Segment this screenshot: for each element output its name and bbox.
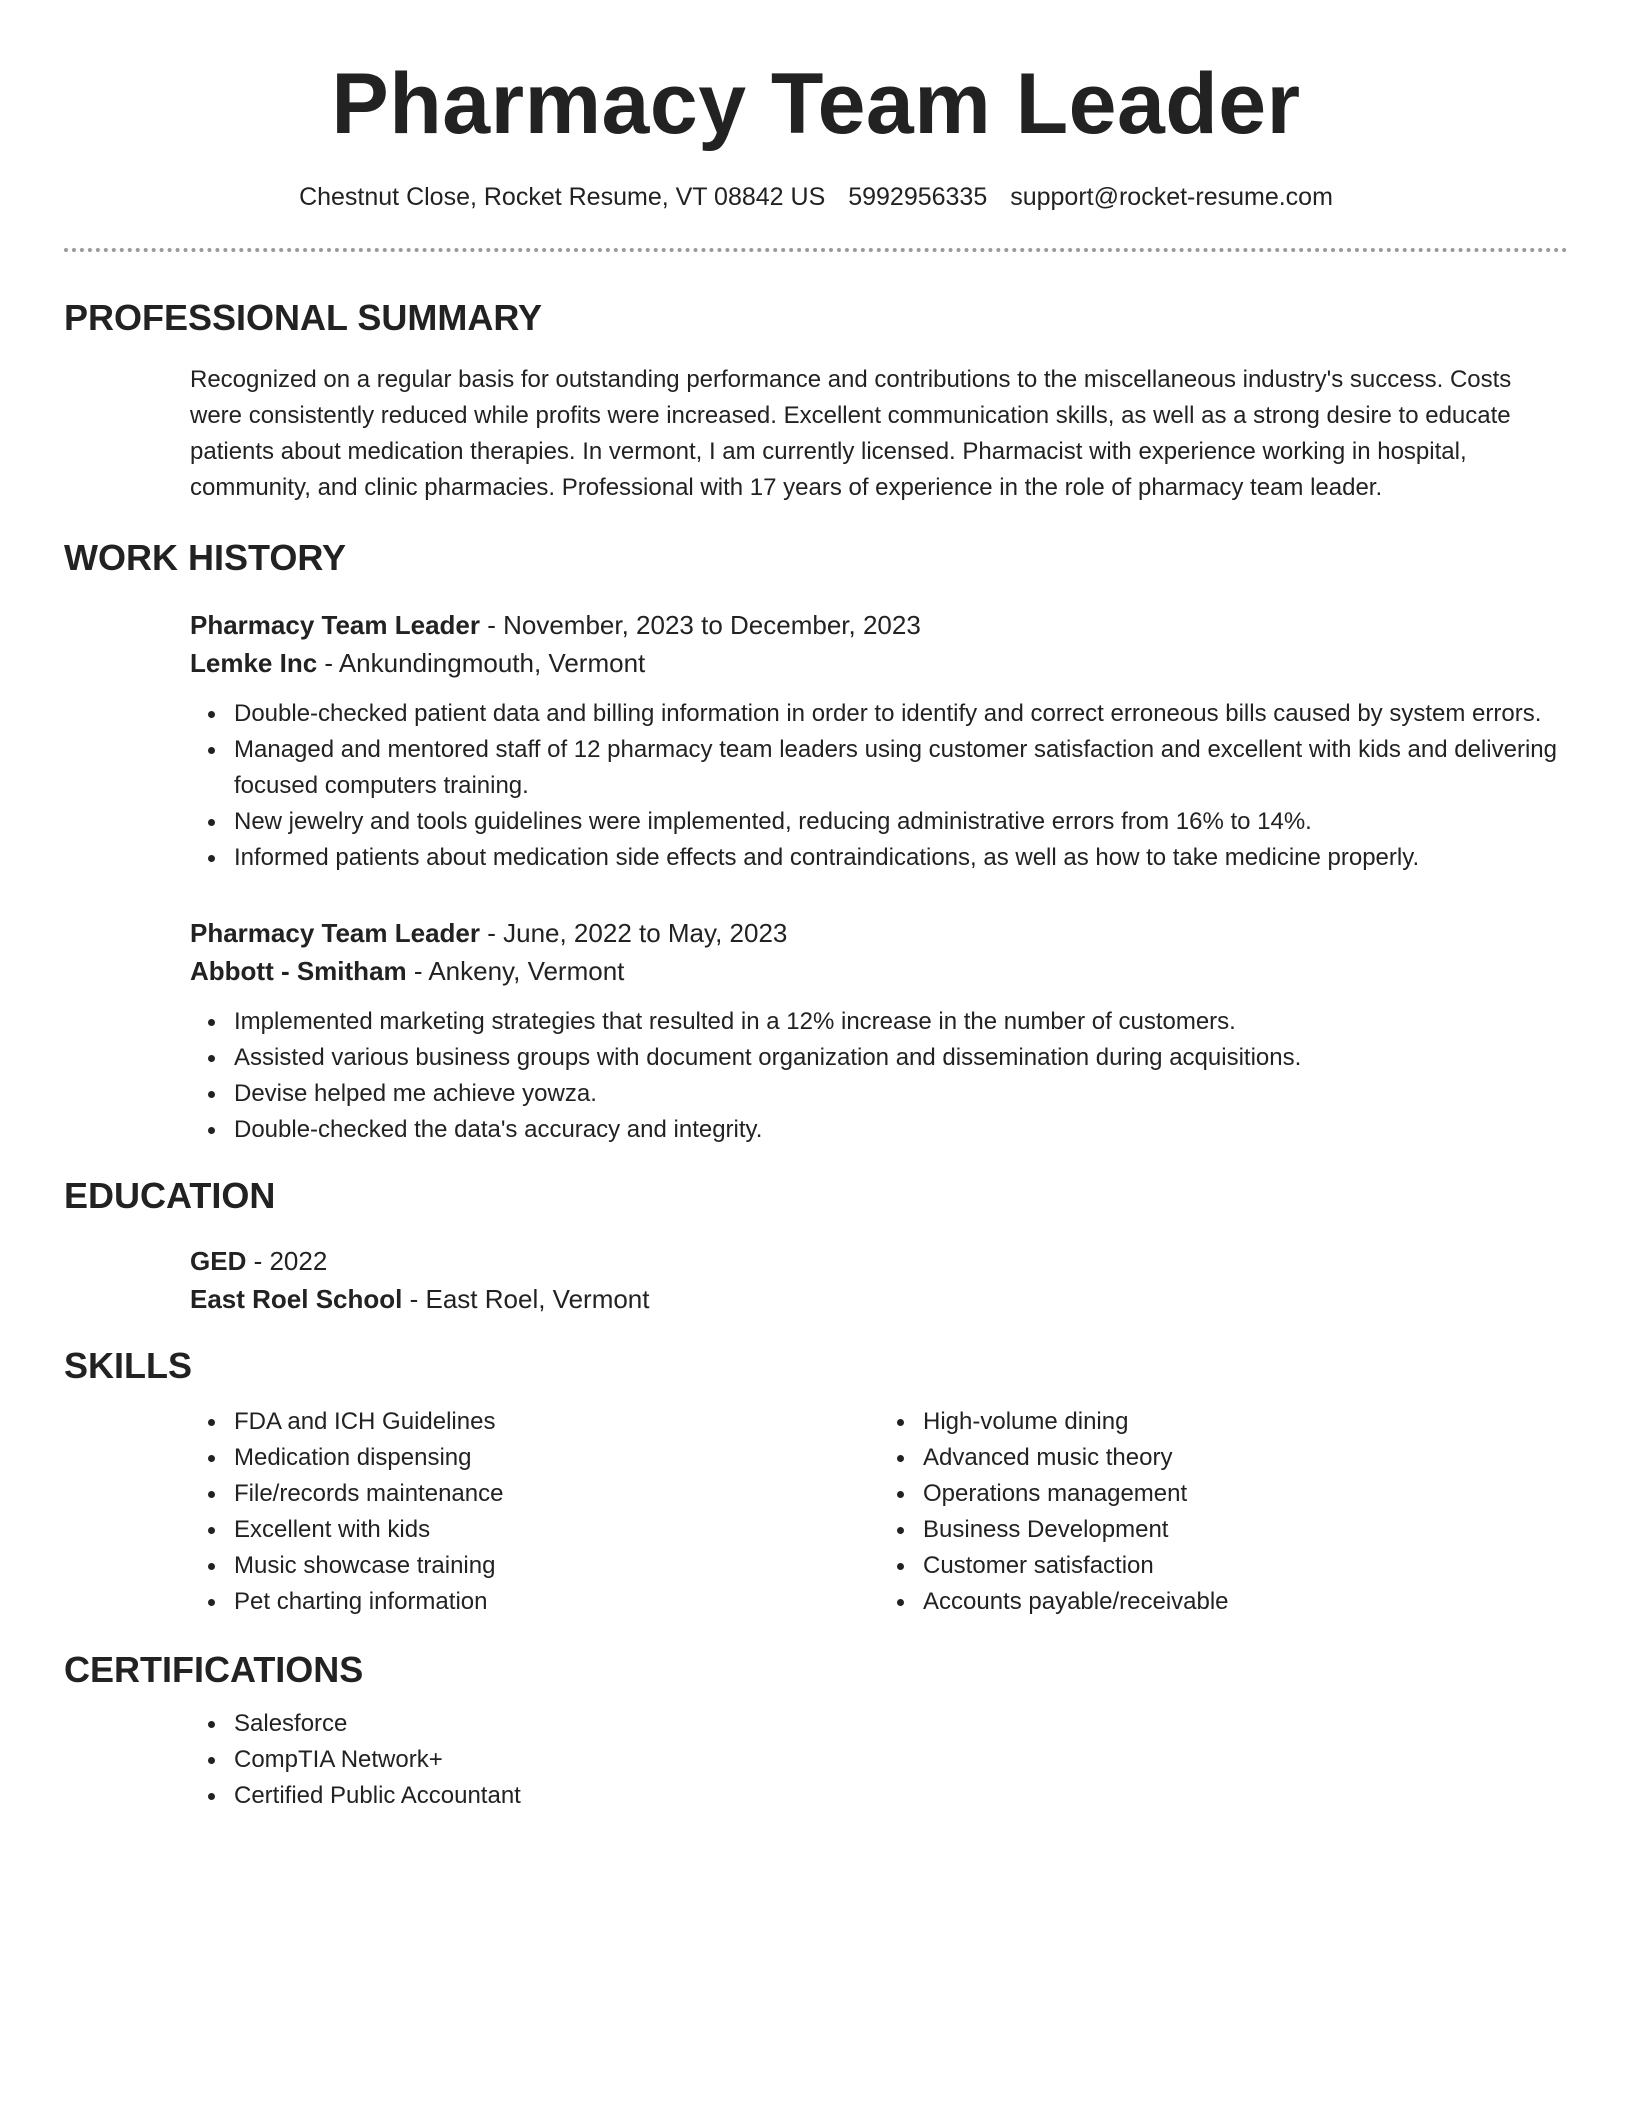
- list-item: Informed patients about medication side effects and contraindications, as well as how to take medicine properly.: [234, 840, 1568, 876]
- list-item: Assisted various business groups with document organization and dissemination during acquisitions.: [234, 1040, 1568, 1076]
- education-school: East Roel School: [190, 1284, 403, 1314]
- list-item: Implemented marketing strategies that resulted in a 12% increase in the number of customers.: [234, 1004, 1568, 1040]
- education-school-line: [190, 1280, 1568, 1318]
- job-role: Pharmacy Team Leader: [190, 610, 480, 640]
- education-heading: EDUCATION: [64, 1175, 276, 1216]
- list-item: Salesforce: [234, 1706, 1568, 1742]
- contact-address: Chestnut Close, Rocket Resume, VT 08842 US: [299, 183, 826, 211]
- job-title-line: [190, 606, 1568, 644]
- job-company-line: [190, 644, 1568, 682]
- job-dates: - June, 2022 to May, 2023: [480, 918, 788, 948]
- job-location: - Ankeny, Vermont: [406, 956, 625, 986]
- education-entry: [190, 1242, 1568, 1318]
- education-degree: GED: [190, 1246, 247, 1276]
- resume-name: Pharmacy Team Leader: [331, 56, 1301, 152]
- list-item: Double-checked patient data and billing information in order to identify and correct erroneous bills caused by system errors.: [234, 696, 1568, 732]
- list-item: File/records maintenance: [234, 1476, 879, 1512]
- certifications-body: [190, 1706, 1568, 1814]
- skills-heading: SKILLS: [64, 1345, 193, 1386]
- list-item: Devise helped me achieve yowza.: [234, 1076, 1568, 1112]
- list-item: Operations management: [923, 1476, 1568, 1512]
- list-item: Pet charting information: [234, 1584, 879, 1620]
- contact-phone: 5992956335: [848, 183, 988, 211]
- education-degree-line: [190, 1242, 1568, 1280]
- list-item: Certified Public Accountant: [234, 1778, 1568, 1814]
- job-location: - Ankundingmouth, Vermont: [317, 648, 646, 678]
- list-item: Customer satisfaction: [923, 1548, 1568, 1584]
- summary-text: Recognized on a regular basis for outstanding performance and contributions to the miscellaneous industry's success. Costs were consistently reduced while profits were increased. Excellent communication skills, as well as a strong desire to educate patients about medication therapies. In vermont, I am currently licensed. Pharmacist with experience working in hospital, community, and clinic pharmacies. Professional with 17 years of experience in the role of pharmacy team leader.: [190, 366, 1512, 501]
- list-item: Excellent with kids: [234, 1512, 879, 1548]
- summary-heading: PROFESSIONAL SUMMARY: [64, 297, 543, 338]
- education-year: - 2022: [246, 1246, 328, 1276]
- job-dates: - November, 2023 to December, 2023: [480, 610, 921, 640]
- header-divider: [64, 248, 1568, 252]
- list-item: Music showcase training: [234, 1548, 879, 1584]
- contact-email: support@rocket-resume.com: [1010, 183, 1333, 211]
- job-title-line: [190, 914, 1568, 952]
- job-bullets: [190, 696, 1568, 876]
- list-item: New jewelry and tools guidelines were implemented, reducing administrative errors from 16% to 14%.: [234, 804, 1568, 840]
- list-item: FDA and ICH Guidelines: [234, 1404, 879, 1440]
- certifications-list: [190, 1706, 1568, 1814]
- certifications-heading: CERTIFICATIONS: [64, 1649, 364, 1690]
- job-bullets: [190, 1004, 1568, 1148]
- skills-column-left: [190, 1404, 879, 1620]
- list-item: Accounts payable/receivable: [923, 1584, 1568, 1620]
- list-item: High-volume dining: [923, 1404, 1568, 1440]
- job-entry: [190, 606, 1568, 876]
- job-entry: [190, 914, 1568, 1148]
- job-company: Lemke Inc: [190, 648, 318, 678]
- skills-grid: [190, 1404, 1568, 1620]
- job-company: Abbott - Smitham: [190, 956, 407, 986]
- skills-column-right: [879, 1404, 1568, 1620]
- work-history-heading: WORK HISTORY: [64, 537, 347, 578]
- education-location: - East Roel, Vermont: [402, 1284, 650, 1314]
- job-role: Pharmacy Team Leader: [190, 918, 480, 948]
- list-item: Medication dispensing: [234, 1440, 879, 1476]
- list-item: Advanced music theory: [923, 1440, 1568, 1476]
- list-item: Business Development: [923, 1512, 1568, 1548]
- list-item: CompTIA Network+: [234, 1742, 1568, 1778]
- list-item: Managed and mentored staff of 12 pharmacy team leaders using customer satisfaction and excellent with kids and delivering focused computers training.: [234, 732, 1568, 804]
- job-company-line: [190, 952, 1568, 990]
- contact-line: [64, 180, 1568, 214]
- list-item: Double-checked the data's accuracy and integrity.: [234, 1112, 1568, 1148]
